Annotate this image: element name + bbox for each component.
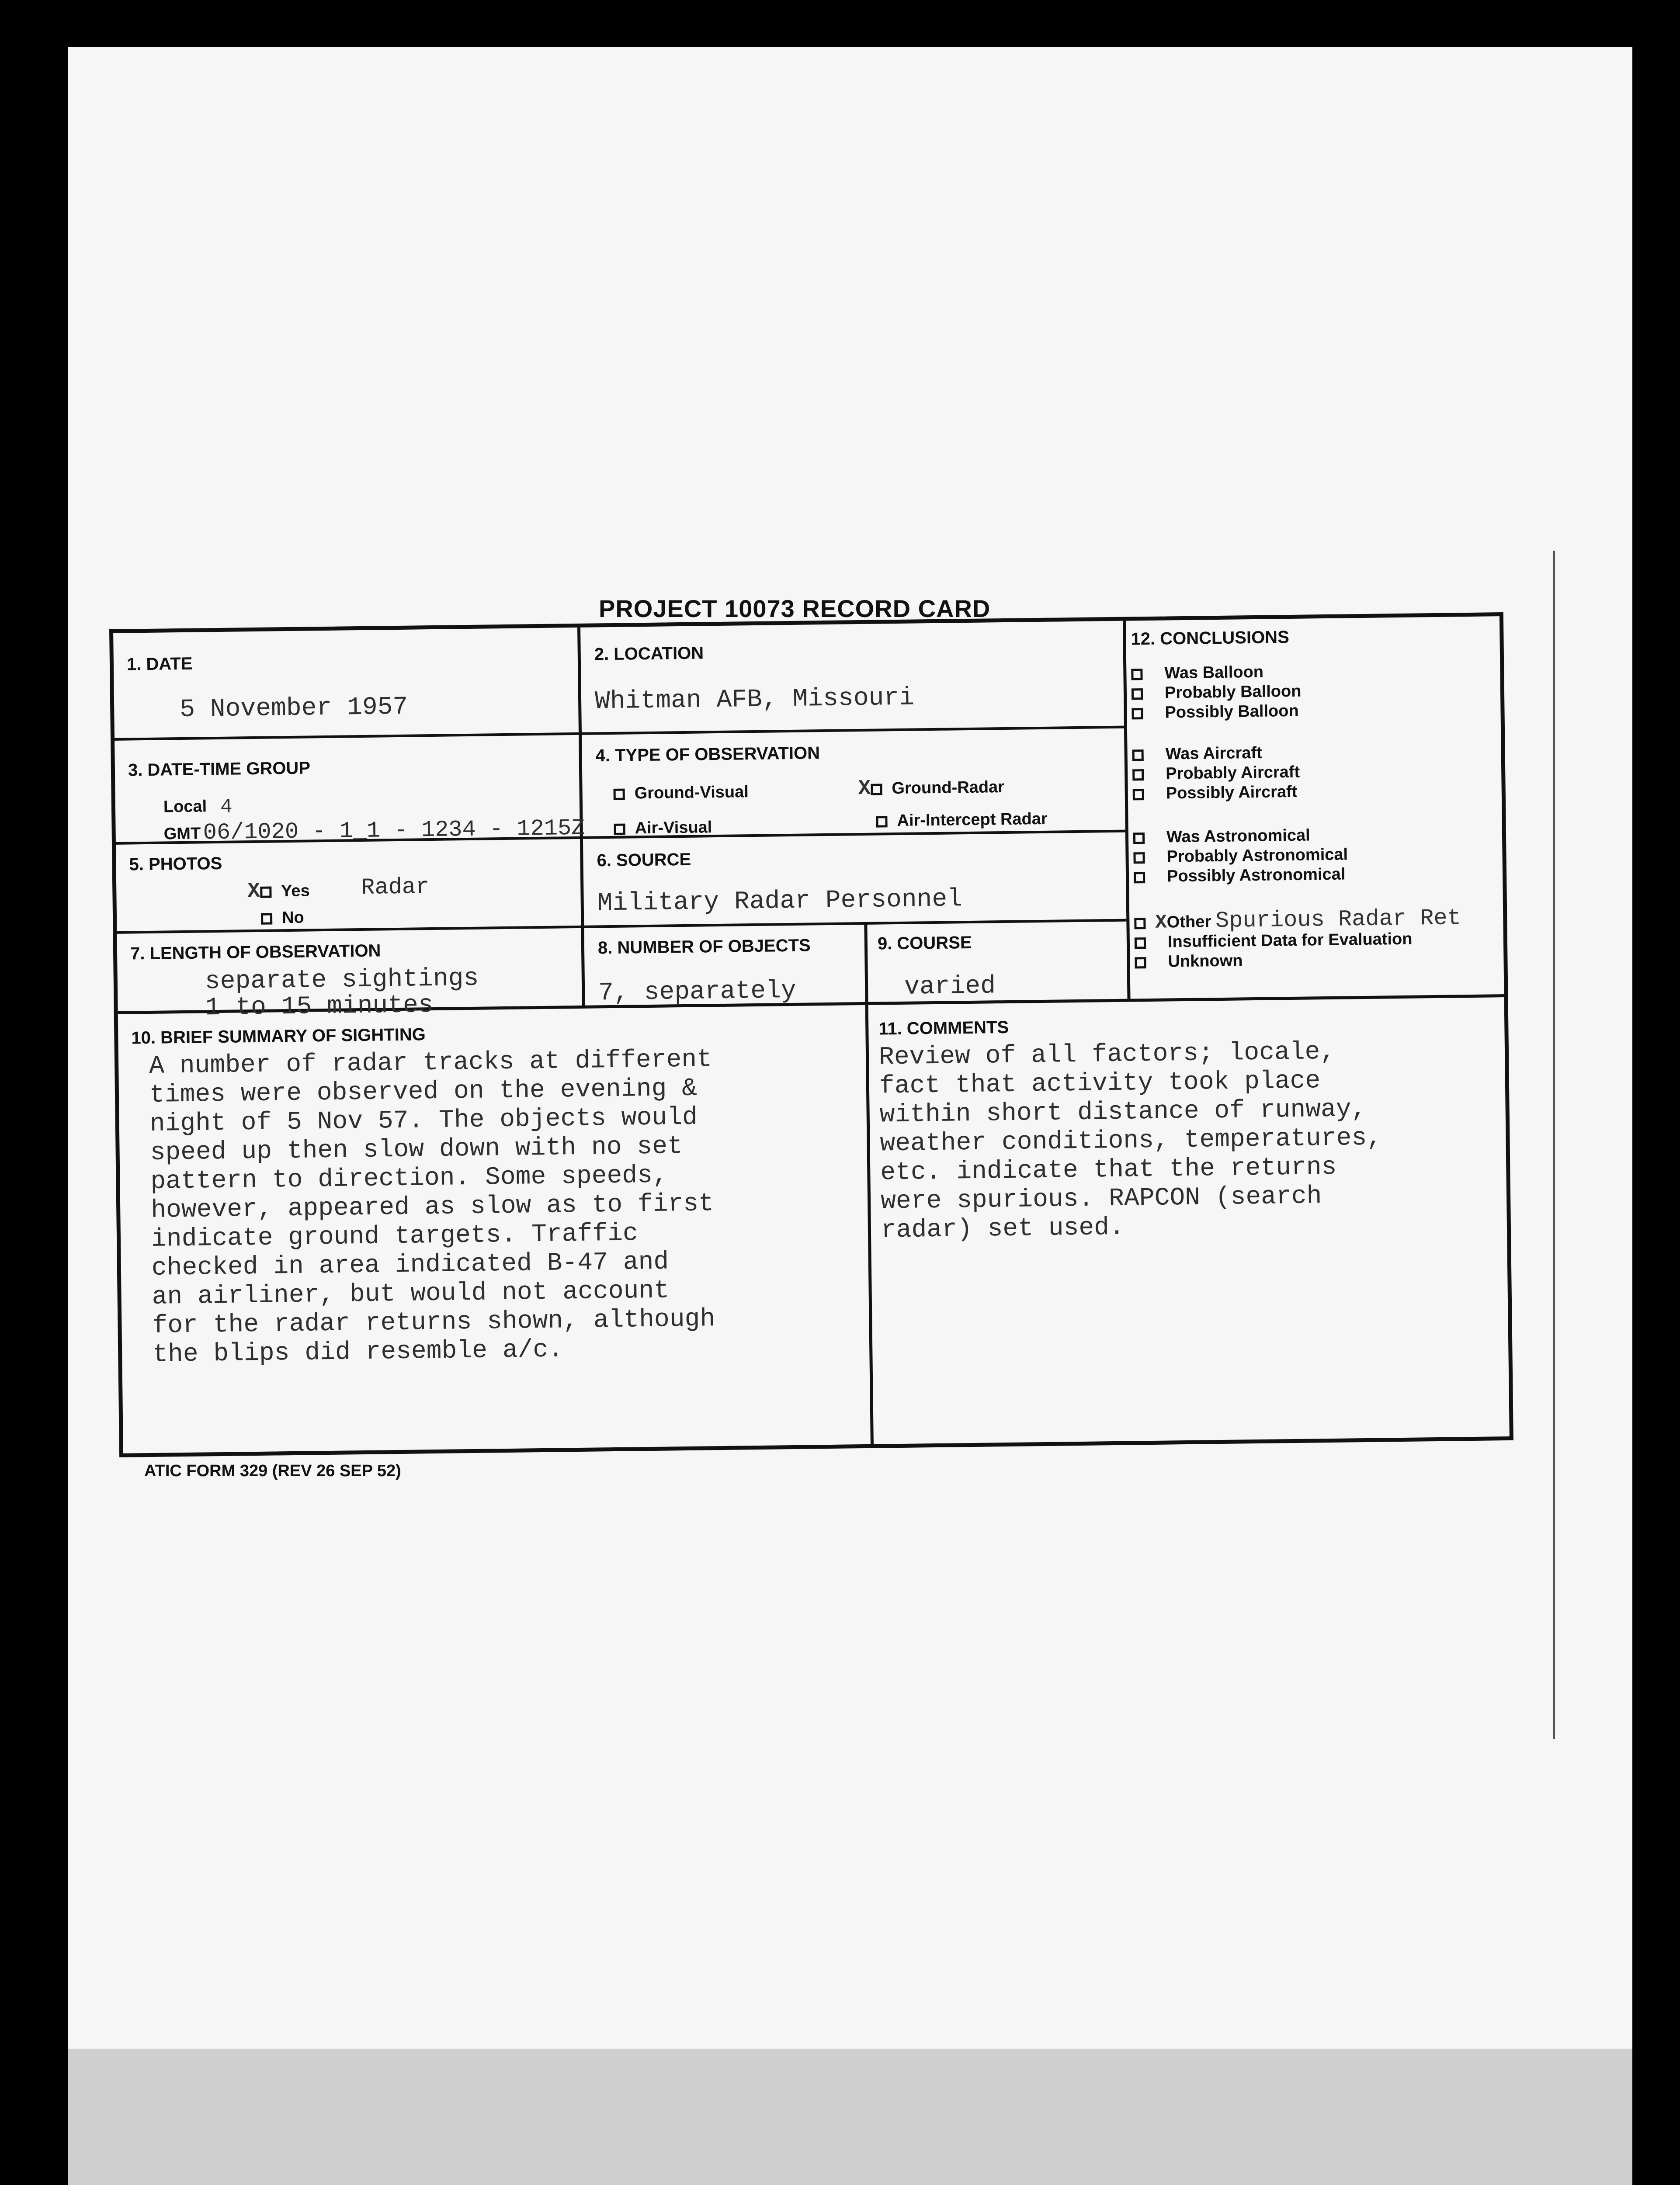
local-value: 4 [220, 795, 233, 819]
location-label: 2. LOCATION [594, 643, 704, 664]
observation-type-label: 4. TYPE OF OBSERVATION [595, 743, 820, 766]
photos-label: 5. PHOTOS [129, 853, 222, 874]
checkbox-icon [1133, 789, 1144, 800]
conclusion-possibly-balloon: Possibly Balloon [1132, 702, 1299, 723]
checkbox-icon [1132, 708, 1143, 719]
air-intercept-radar-option: Air-Intercept Radar [876, 810, 1048, 831]
comments-text: Review of all factors; locale, fact that activity took place within short distance of runway, weather conditions, temperatures, etc. indicate that the returns were spurious. RAPCON (search radar) set used. [878, 1037, 1382, 1245]
summary-label: 10. BRIEF SUMMARY OF SIGHTING [131, 1025, 426, 1048]
conclusion-insufficient-data: Insufficient Data for Evaluation [1135, 930, 1413, 952]
comments-label: 11. COMMENTS [878, 1017, 1009, 1039]
checkbox-icon [261, 913, 272, 924]
photos-no-option: No [261, 909, 304, 928]
conclusion-probably-balloon: Probably Balloon [1132, 682, 1302, 703]
photos-yes-option: X Yes [247, 879, 310, 904]
conclusion-other: XOther Spurious Radar Ret [1134, 905, 1461, 935]
divider [1123, 621, 1131, 1001]
length-label: 7. LENGTH OF OBSERVATION [130, 941, 381, 964]
length-line-2: 1 to 15 minutes [205, 991, 434, 1023]
photos-note: Radar [361, 874, 430, 901]
length-line-1: separate sightings [205, 964, 479, 996]
divider [865, 1002, 874, 1448]
course-label: 9. COURSE [877, 933, 972, 954]
source-value: Military Radar Personnel [597, 885, 963, 918]
conclusion-probably-aircraft: Probably Aircraft [1132, 763, 1300, 784]
checkbox-icon [1134, 872, 1145, 883]
conclusion-probably-astronomical: Probably Astronomical [1133, 845, 1348, 867]
ground-visual-option: Ground-Visual [613, 783, 749, 803]
record-card [109, 612, 1513, 1457]
date-time-group-label: 3. DATE-TIME GROUP [128, 758, 311, 780]
sheet-edge-line [1553, 551, 1555, 1739]
conclusion-unknown: Unknown [1135, 951, 1243, 971]
checkbox-icon [871, 784, 882, 795]
conclusions-label: 12. CONCLUSIONS [1131, 628, 1289, 649]
card-title: PROJECT 10073 RECORD CARD [599, 595, 991, 622]
gmt-value: 06/1020 - 1_1 - 1234 - 1215Z [203, 815, 585, 846]
course-value: varied [904, 972, 996, 1002]
conclusion-possibly-astronomical: Possibly Astronomical [1134, 865, 1346, 886]
divider [115, 726, 1124, 741]
checkbox-icon [614, 824, 625, 835]
divider [864, 922, 868, 1004]
checkbox-icon [876, 816, 887, 827]
checkbox-icon [1135, 937, 1146, 949]
checkbox-icon [1132, 769, 1144, 780]
conclusion-possibly-aircraft: Possibly Aircraft [1133, 783, 1298, 804]
checkbox-icon [614, 789, 625, 800]
source-label: 6. SOURCE [597, 850, 691, 871]
date-value: 5 November 1957 [179, 693, 408, 725]
form-footer: ATIC FORM 329 (REV 26 SEP 52) [144, 1462, 401, 1480]
ground-radar-option: X Ground-Radar [858, 777, 1005, 801]
air-visual-option: Air-Visual [614, 818, 712, 838]
checkbox-icon [1132, 749, 1144, 761]
conclusion-was-aircraft: Was Aircraft [1132, 744, 1262, 764]
checkbox-icon [1133, 852, 1145, 864]
number-of-objects-label: 8. NUMBER OF OBJECTS [597, 936, 811, 958]
checkbox-icon [1134, 918, 1145, 929]
date-label: 1. DATE [126, 654, 193, 674]
gmt-label: GMT [163, 824, 201, 843]
checkbox-icon [1133, 832, 1145, 844]
checkbox-icon [260, 886, 271, 898]
sheet-lower-area [68, 2049, 1632, 2185]
conclusion-was-balloon: Was Balloon [1131, 663, 1263, 683]
location-value: Whitman AFB, Missouri [594, 683, 915, 716]
checkbox-icon [1132, 688, 1143, 700]
summary-text: A number of radar tracks at different times were observed on the evening & night of 5 Nov 57. The objects would speed up then slow down with no set pattern to direction. Some speeds, however, appeared as slow as to first indicate ground targets. Traffic checked in area indicated B-47 and an airliner, but would not account for the radar returns shown, although the blips did resemble a/c. [149, 1045, 715, 1369]
conclusion-was-astronomical: Was Astronomical [1133, 826, 1310, 847]
local-label: Local [163, 797, 207, 816]
checkbox-icon [1131, 669, 1142, 680]
number-of-objects-value: 7, separately [598, 976, 797, 1008]
checkbox-icon [1135, 957, 1146, 968]
